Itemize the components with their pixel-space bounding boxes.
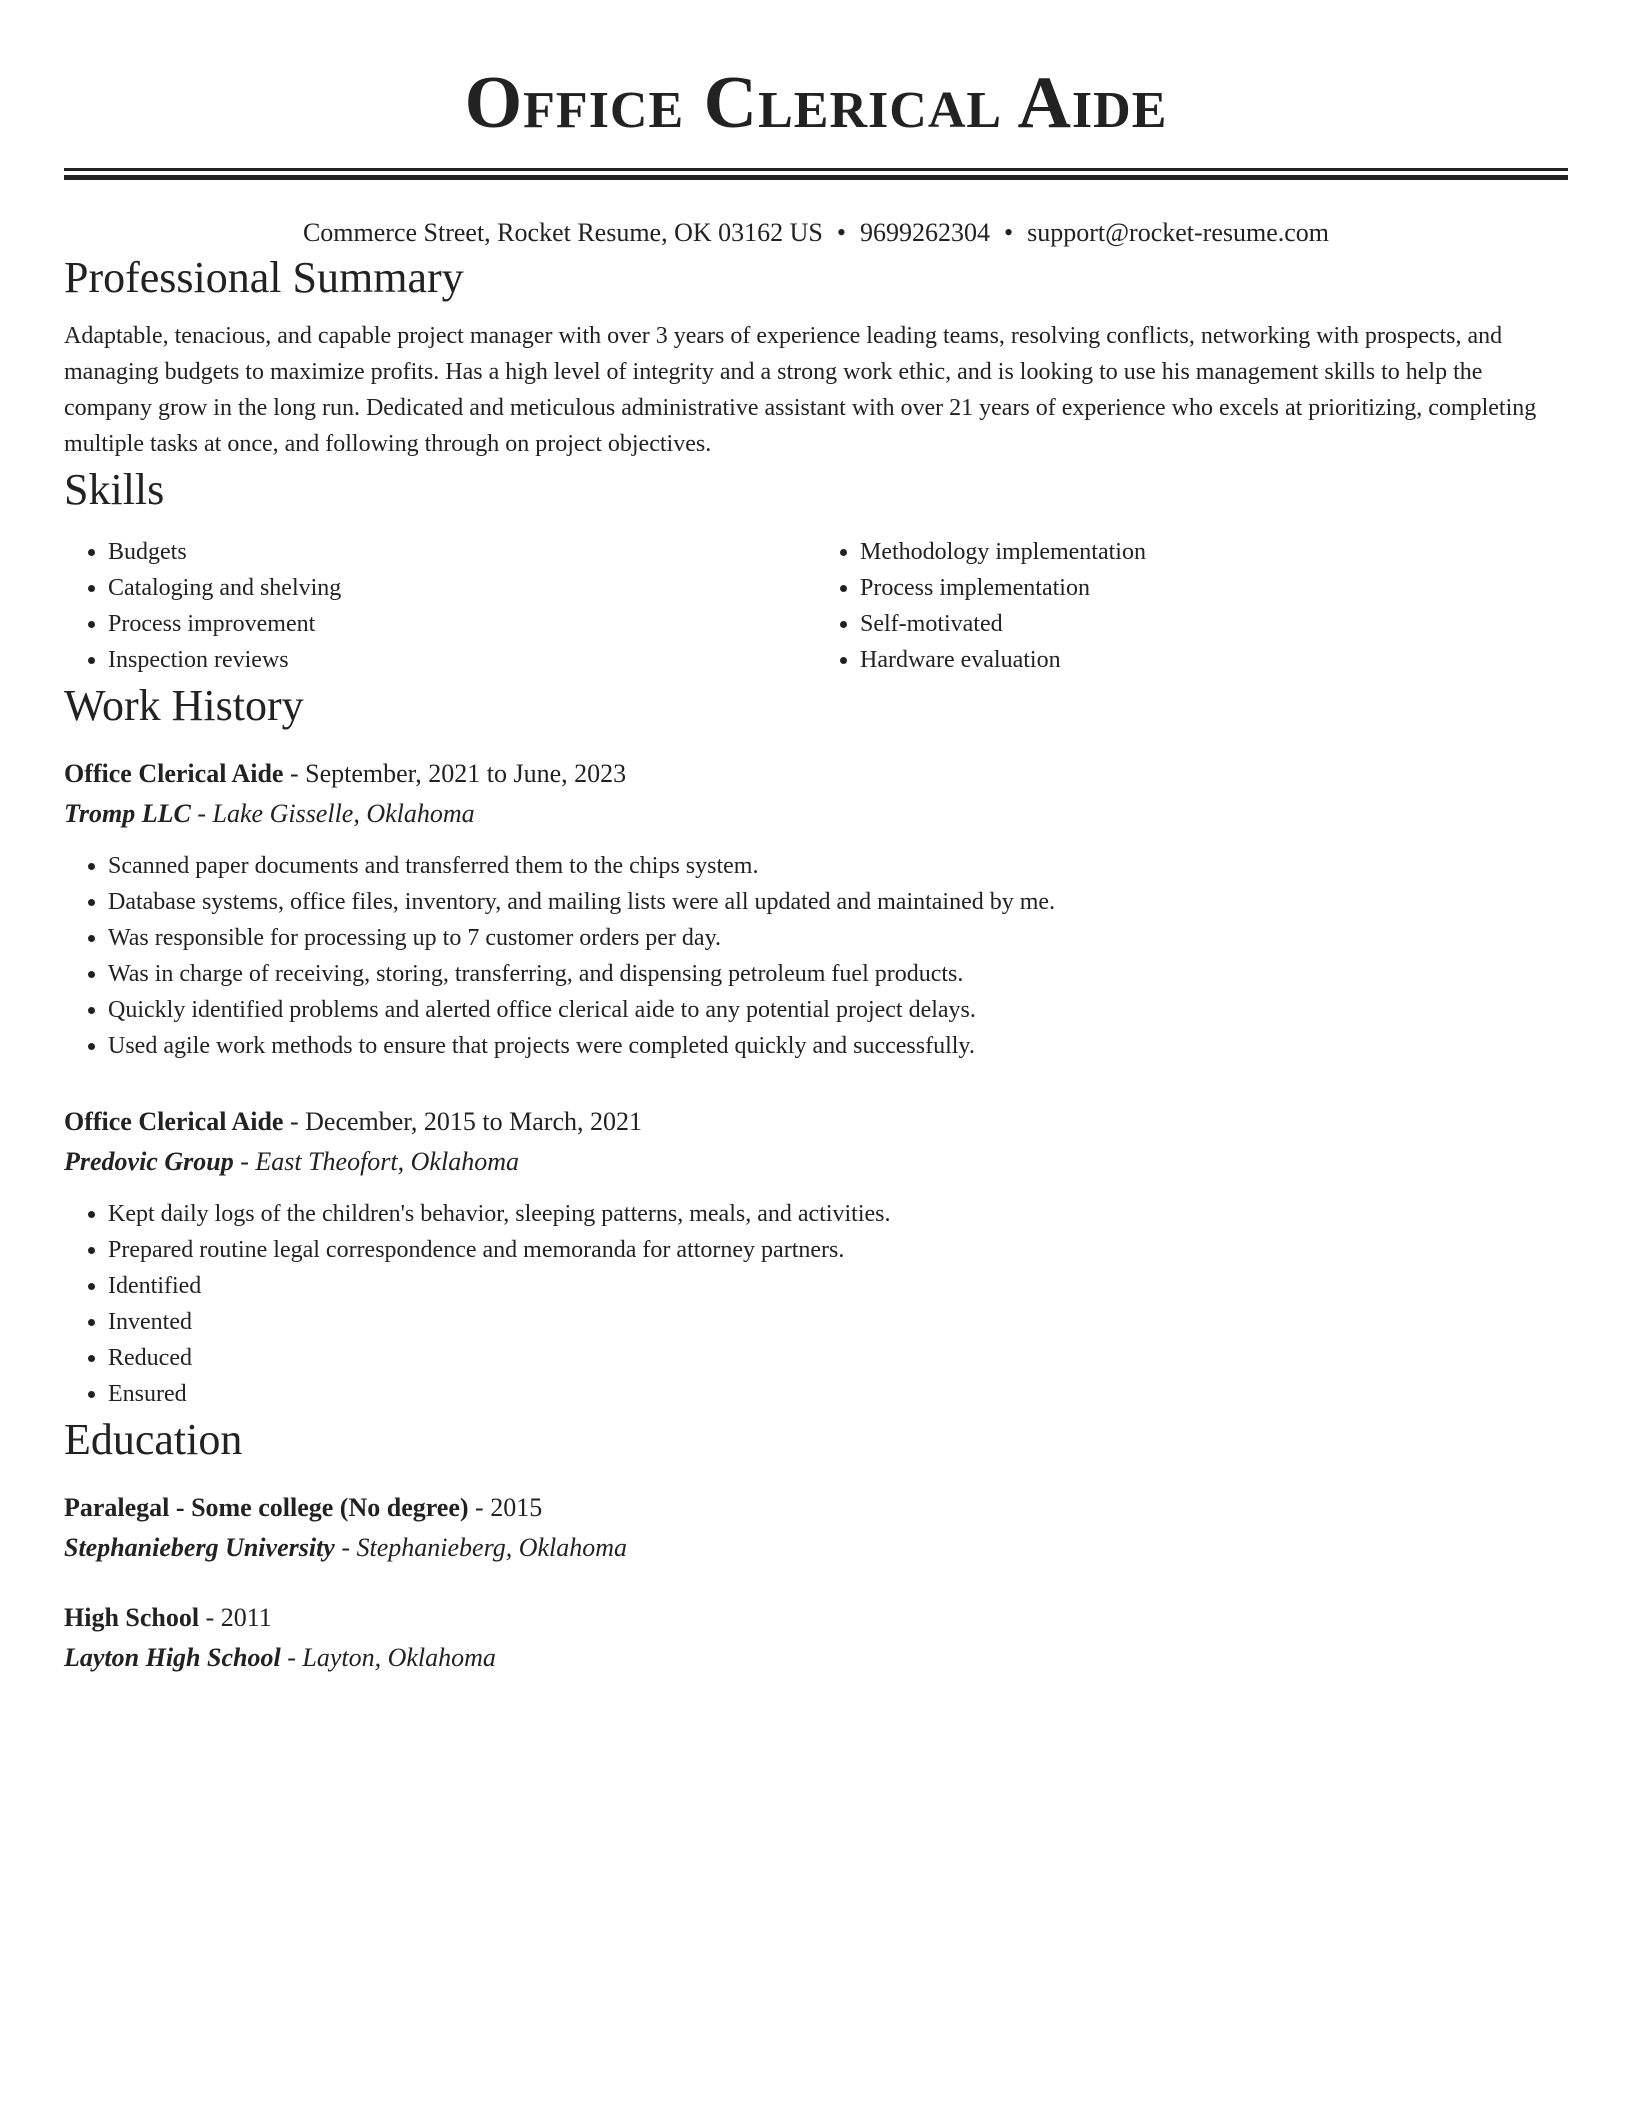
summary-heading: Professional Summary <box>64 253 464 302</box>
contact-email: support@rocket-resume.com <box>1027 218 1330 247</box>
education-entry <box>64 1488 1568 1568</box>
skills-column-left <box>64 534 816 678</box>
summary-text: Adaptable, tenacious, and capable project manager with over 3 years of experience leading teams, resolving conflicts, networking with prospects, and managing budgets to maximize profits. Has a high level of integrity and a strong work ethic, and is looking to use his management skills to help the company grow in the long run. Dedicated and meticulous administrative assistant with over 21 years of experience who excels at prioritizing, completing multiple tasks at once, and following through on project objectives. <box>64 323 1537 457</box>
education-year: - 2015 <box>468 1493 543 1522</box>
education-school-line <box>64 1638 1568 1678</box>
skill-item: • Methodology implementation <box>860 534 1568 570</box>
skills-grid <box>64 534 1568 678</box>
job-bullets <box>64 1196 1568 1412</box>
work-history-heading: Work History <box>64 681 304 730</box>
job-bullet: • Was in charge of receiving, storing, transferring, and dispensing petroleum fuel products. <box>108 956 1568 992</box>
contact-separator: • <box>1004 218 1014 247</box>
contact-line <box>64 216 1568 250</box>
job-bullet: • Reduced <box>108 1340 1568 1376</box>
job-company: Predovic Group <box>64 1147 234 1176</box>
contact-address: Commerce Street, Rocket Resume, OK 03162 US <box>302 218 823 247</box>
job-bullet: • Kept daily logs of the children's behavior, sleeping patterns, meals, and activities. <box>108 1196 1568 1232</box>
job-bullet: • Quickly identified problems and alerted office clerical aide to any potential project delays. <box>108 992 1568 1028</box>
job-bullet: • Was responsible for processing up to 7 customer orders per day. <box>108 920 1568 956</box>
skill-item: • Inspection reviews <box>108 642 816 678</box>
job-company: Tromp LLC <box>64 799 191 828</box>
job-dates: - December, 2015 to March, 2021 <box>283 1107 642 1136</box>
job-dates: - September, 2021 to June, 2023 <box>283 759 627 788</box>
job-location: - East Theofort, Oklahoma <box>233 1147 519 1176</box>
education-header <box>64 1598 1568 1638</box>
resume-title: Office Clerical Aide <box>464 62 1168 144</box>
education-header <box>64 1488 1568 1528</box>
job-title: Office Clerical Aide <box>64 759 284 788</box>
contact-phone: 9699262304 <box>860 218 990 247</box>
job-bullets <box>64 848 1568 1064</box>
skill-item: • Process improvement <box>108 606 816 642</box>
skill-item: • Hardware evaluation <box>860 642 1568 678</box>
contact-separator: • <box>836 218 846 247</box>
education-degree: High School <box>64 1603 200 1632</box>
skill-item: • Process implementation <box>860 570 1568 606</box>
education-school-line <box>64 1528 1568 1568</box>
job-bullet: • Invented <box>108 1304 1568 1340</box>
education-school: Stephanieberg University <box>64 1533 335 1562</box>
skill-item: • Budgets <box>108 534 816 570</box>
education-degree: Paralegal - Some college (No degree) <box>64 1493 469 1522</box>
job-title: Office Clerical Aide <box>64 1107 284 1136</box>
job-company-line <box>64 794 1568 834</box>
job-header <box>64 754 1568 794</box>
job-location: - Lake Gisselle, Oklahoma <box>190 799 475 828</box>
job-entry <box>64 1102 1568 1412</box>
job-bullet: • Database systems, office files, inventory, and mailing lists were all updated and maintained by me. <box>108 884 1568 920</box>
job-bullet: • Identified <box>108 1268 1568 1304</box>
job-bullet: • Prepared routine legal correspondence and memoranda for attorney partners. <box>108 1232 1568 1268</box>
job-header <box>64 1102 1568 1142</box>
title-divider <box>64 168 1568 180</box>
education-location: - Layton, Oklahoma <box>280 1643 496 1672</box>
job-entry <box>64 754 1568 1064</box>
job-company-line <box>64 1142 1568 1182</box>
education-school: Layton High School <box>64 1643 281 1672</box>
skills-heading: Skills <box>64 465 165 514</box>
education-year: - 2011 <box>199 1603 272 1632</box>
skill-item: • Self-motivated <box>860 606 1568 642</box>
job-bullet: • Scanned paper documents and transferred them to the chips system. <box>108 848 1568 884</box>
education-entry <box>64 1598 1568 1678</box>
education-heading: Education <box>64 1415 243 1464</box>
job-bullet: • Ensured <box>108 1376 1568 1412</box>
skills-column-right <box>816 534 1568 678</box>
education-location: - Stephanieberg, Oklahoma <box>334 1533 628 1562</box>
skill-item: • Cataloging and shelving <box>108 570 816 606</box>
job-bullet: • Used agile work methods to ensure that projects were completed quickly and successfully. <box>108 1028 1568 1064</box>
